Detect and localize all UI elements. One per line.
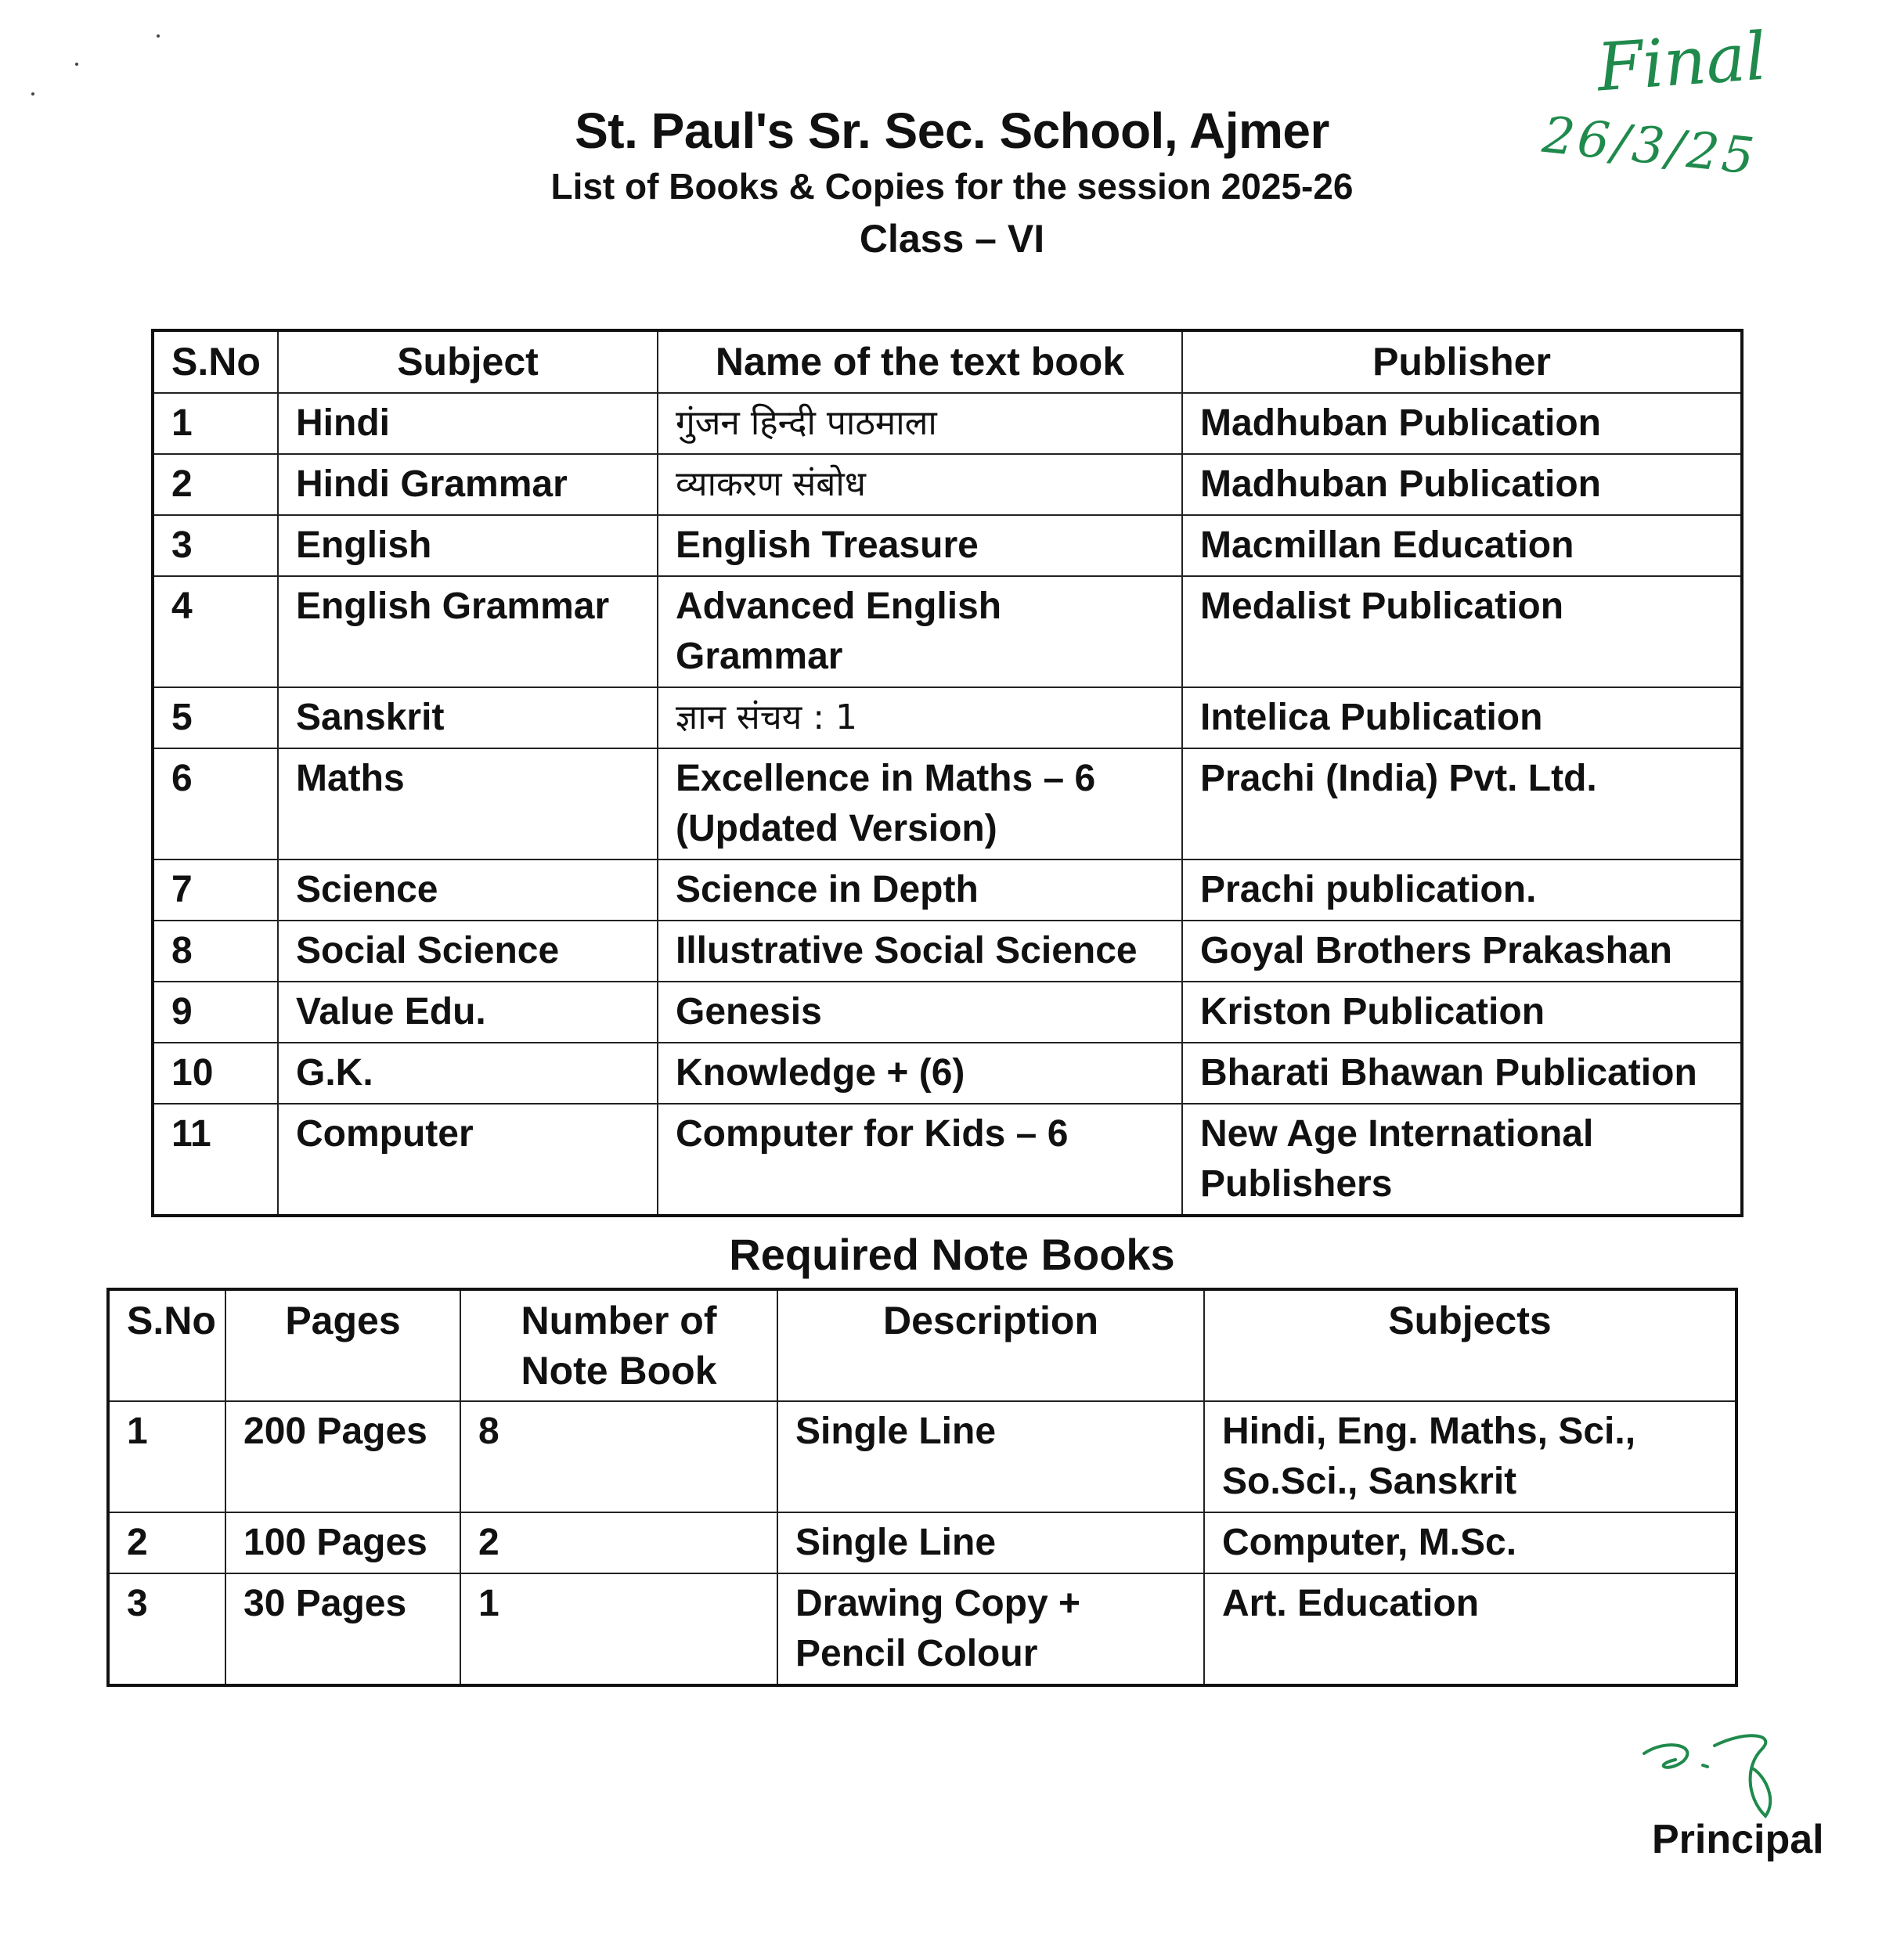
subject-cell: Computer — [278, 1104, 658, 1216]
publisher-cell: Madhuban Publication — [1182, 393, 1742, 454]
textbook-cell: ज्ञान संचय : 1 — [658, 687, 1182, 748]
publisher-cell: Madhuban Publication — [1182, 454, 1742, 515]
header-sno: S.No — [108, 1289, 225, 1401]
subjects-cell: Art. Education — [1204, 1573, 1736, 1685]
table-row — [153, 1104, 1742, 1216]
notebooks-table — [106, 1288, 1738, 1687]
table-row — [108, 1573, 1736, 1685]
textbook-cell: English Treasure — [658, 515, 1182, 576]
textbook-cell: Genesis — [658, 982, 1182, 1043]
subject-cell: Sanskrit — [278, 687, 658, 748]
table-row — [153, 921, 1742, 982]
publisher-cell: New Age International Publishers — [1182, 1104, 1742, 1216]
table-row — [153, 1043, 1742, 1104]
sno-cell: 2 — [153, 454, 278, 515]
textbook-cell: गुंजन हिन्दी पाठमाला — [658, 393, 1182, 454]
pages-cell: 30 Pages — [225, 1573, 460, 1685]
description-cell: Single Line — [777, 1512, 1204, 1573]
subject-cell: Hindi — [278, 393, 658, 454]
principal-signature — [1628, 1722, 1816, 1824]
document-header — [0, 100, 1904, 266]
subjects-cell: Hindi, Eng. Maths, Sci., So.Sci., Sanskrit — [1204, 1401, 1736, 1512]
header-number-of-notebooks: Number of Note Book — [460, 1289, 777, 1401]
publisher-cell: Bharati Bhawan Publication — [1182, 1043, 1742, 1104]
publisher-cell: Prachi (India) Pvt. Ltd. — [1182, 748, 1742, 859]
publisher-cell: Macmillan Education — [1182, 515, 1742, 576]
school-title: St. Paul's Sr. Sec. School, Ajmer — [575, 103, 1329, 159]
publisher-cell: Prachi publication. — [1182, 859, 1742, 921]
sno-cell: 7 — [153, 859, 278, 921]
textbook-cell: Computer for Kids – 6 — [658, 1104, 1182, 1216]
sno-cell: 1 — [153, 393, 278, 454]
subject-cell: Social Science — [278, 921, 658, 982]
table-row — [153, 982, 1742, 1043]
description-cell: Single Line — [777, 1401, 1204, 1512]
table-row — [153, 748, 1742, 859]
sno-cell: 3 — [153, 515, 278, 576]
publisher-cell: Medalist Publication — [1182, 576, 1742, 687]
textbook-cell: व्याकरण संबोध — [658, 454, 1182, 515]
scan-speck — [157, 34, 160, 38]
publisher-cell: Intelica Publication — [1182, 687, 1742, 748]
sno-cell: 1 — [108, 1401, 225, 1512]
handwritten-date-note: 26/3/25 — [1539, 106, 1760, 187]
subject-cell: Value Edu. — [278, 982, 658, 1043]
subject-cell: Hindi Grammar — [278, 454, 658, 515]
scan-speck — [75, 63, 78, 66]
handwritten-final-note: Final — [1594, 17, 1769, 106]
count-cell: 8 — [460, 1401, 777, 1512]
sno-cell: 8 — [153, 921, 278, 982]
table-row — [153, 687, 1742, 748]
textbooks-table — [151, 329, 1744, 1217]
session-subtitle: List of Books & Copies for the session 2025-26 — [550, 166, 1354, 207]
header-sno: S.No — [153, 330, 278, 393]
textbook-cell: Excellence in Maths – 6 (Updated Version) — [658, 748, 1182, 859]
pages-cell: 200 Pages — [225, 1401, 460, 1512]
publisher-cell: Kriston Publication — [1182, 982, 1742, 1043]
subject-cell: Science — [278, 859, 658, 921]
subject-cell: G.K. — [278, 1043, 658, 1104]
header-subjects: Subjects — [1204, 1289, 1736, 1401]
table-row — [153, 454, 1742, 515]
sno-cell: 9 — [153, 982, 278, 1043]
table-row — [108, 1401, 1736, 1512]
header-publisher: Publisher — [1182, 330, 1742, 393]
textbook-cell: Science in Depth — [658, 859, 1182, 921]
sno-cell: 5 — [153, 687, 278, 748]
textbook-cell: Advanced English Grammar — [658, 576, 1182, 687]
table-row — [153, 393, 1742, 454]
sno-cell: 4 — [153, 576, 278, 687]
description-cell: Drawing Copy + Pencil Colour — [777, 1573, 1204, 1685]
table-row — [153, 515, 1742, 576]
sno-cell: 10 — [153, 1043, 278, 1104]
subject-cell: English Grammar — [278, 576, 658, 687]
header-subject: Subject — [278, 330, 658, 393]
textbook-cell: Knowledge + (6) — [658, 1043, 1182, 1104]
header-description: Description — [777, 1289, 1204, 1401]
table-row — [108, 1512, 1736, 1573]
sno-cell: 6 — [153, 748, 278, 859]
scan-speck — [31, 92, 34, 95]
count-cell: 2 — [460, 1512, 777, 1573]
header-textbook: Name of the text book — [658, 330, 1182, 393]
principal-label: Principal — [1652, 1817, 1824, 1862]
textbook-cell: Illustrative Social Science — [658, 921, 1182, 982]
subject-cell: Maths — [278, 748, 658, 859]
count-cell: 1 — [460, 1573, 777, 1685]
table-row — [153, 576, 1742, 687]
class-label: Class – VI — [859, 217, 1045, 261]
sno-cell: 2 — [108, 1512, 225, 1573]
sno-cell: 11 — [153, 1104, 278, 1216]
sno-cell: 3 — [108, 1573, 225, 1685]
subject-cell: English — [278, 515, 658, 576]
subjects-cell: Computer, M.Sc. — [1204, 1512, 1736, 1573]
pages-cell: 100 Pages — [225, 1512, 460, 1573]
header-pages: Pages — [225, 1289, 460, 1401]
notebooks-heading: Required Note Books — [729, 1230, 1175, 1279]
table-row — [153, 859, 1742, 921]
publisher-cell: Goyal Brothers Prakashan — [1182, 921, 1742, 982]
